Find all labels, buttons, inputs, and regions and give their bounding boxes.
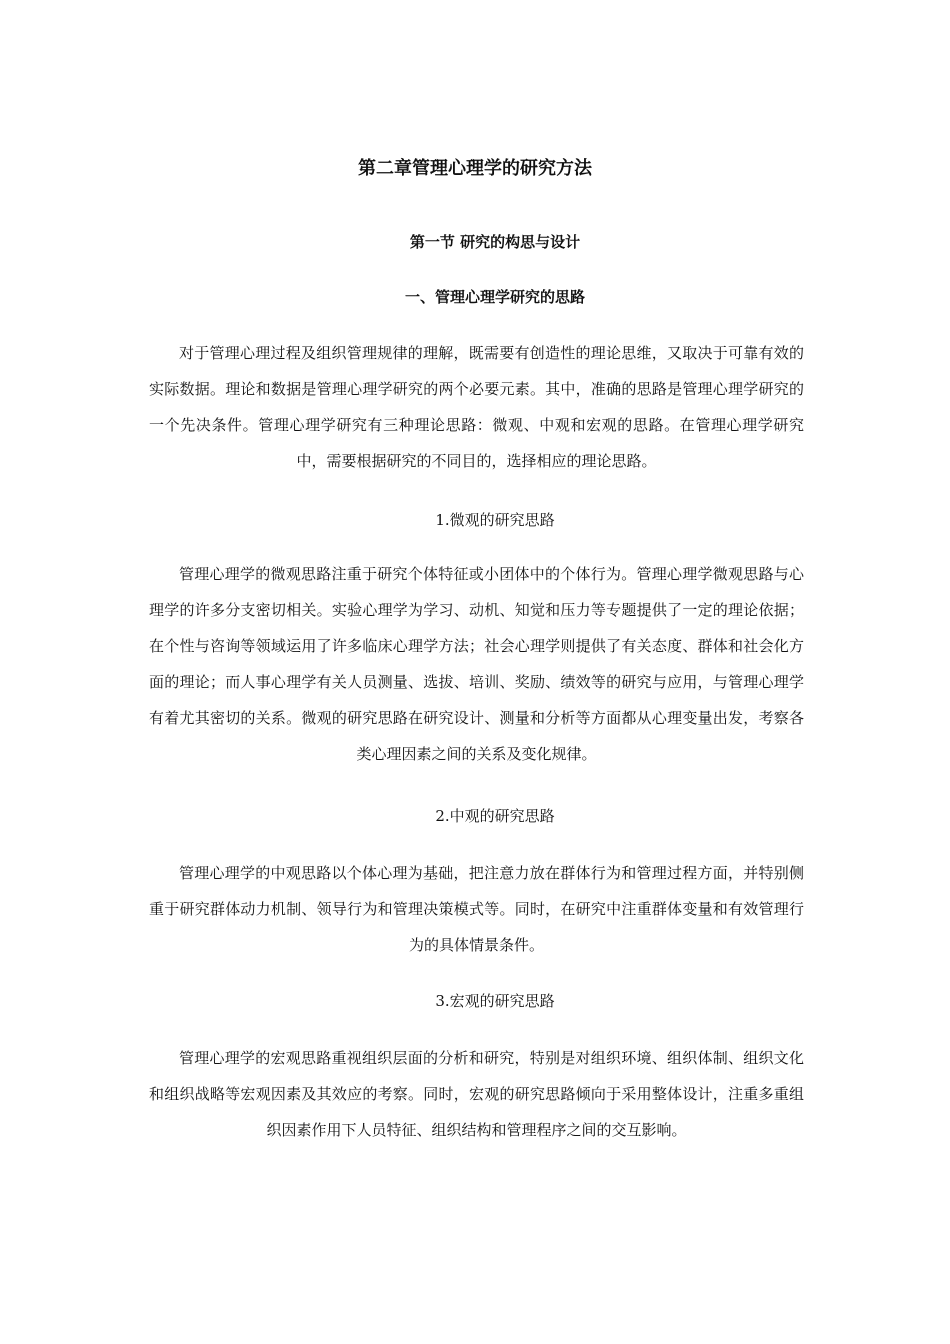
- chapter-title: 第二章管理心理学的研究方法: [358, 158, 592, 179]
- item-paragraph-meso: 管理心理学的中观思路以个体心理为基础，把注意力放在群体行为和管理过程方面，并特别侧重于研究群体动力机制、领导行为和管理决策模式等。同时，在研究中注重群体变量和有效管理行为的具体情景条件。: [149, 864, 804, 954]
- item-paragraph-macro: 管理心理学的宏观思路重视组织层面的分析和研究，特别是对组织环境、组织体制、组织文化和组织战略等宏观因素及其效应的考察。同时，宏观的研究思路倾向于采用整体设计，注重多重组织因素作用下人员特征、组织结构和管理程序之间的交互影响。: [149, 1049, 804, 1139]
- intro-paragraph: 对于管理心理过程及组织管理规律的理解，既需要有创造性的理论思维，又取决于可靠有效的实际数据。理论和数据是管理心理学研究的两个必要元素。其中，准确的思路是管理心理学研究的一个先决条件。管理心理学研究有三种理论思路：微观、中观和宏观的思路。在管理心理学研究中，需要根据研究的不同目的，选择相应的理论思路。: [149, 344, 804, 470]
- section-title: 第一节 研究的构思与设计: [409, 233, 581, 251]
- item-paragraph-micro: 管理心理学的微观思路注重于研究个体特征或小团体中的个体行为。管理心理学微观思路与心理学的许多分支密切相关。实验心理学为学习、动机、知觉和压力等专题提供了一定的理论依据；在个性与咨询等领域运用了许多临床心理学方法；社会心理学则提供了有关态度、群体和社会化方面的理论；而人事心理学有关人员测量、选拔、培训、奖励、绩效等的研究与应用，与管理心理学有着尤其密切的关系。微观的研究思路在研究设计、测量和分析等方面都从心理变量出发，考察各类心理因素之间的关系及变化规律。: [149, 565, 804, 763]
- item-heading-macro: 3.宏观的研究思路: [435, 992, 555, 1010]
- item-heading-meso: 2.中观的研究思路: [435, 807, 555, 825]
- item-heading-micro: 1.微观的研究思路: [435, 511, 555, 529]
- subsection-title: 一、管理心理学研究的思路: [404, 288, 585, 306]
